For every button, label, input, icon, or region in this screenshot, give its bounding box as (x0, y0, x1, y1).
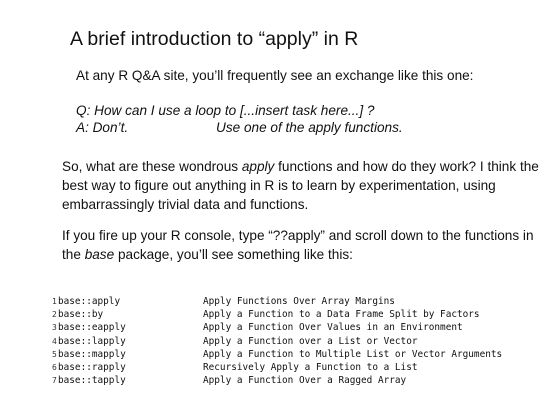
para1-emphasis: apply (241, 159, 275, 174)
para1-before: So, what are these wondrous (62, 159, 242, 174)
paragraph-apply-functions (62, 158, 552, 214)
function-name: base::by (58, 309, 104, 321)
row-index: 3 (52, 323, 57, 333)
intro-text: At any R Q&A site, you’ll frequently see an exchange like this one: (76, 68, 474, 83)
row-index: 4 (52, 336, 57, 346)
function-description: Apply a Function Over a Ragged Array (203, 375, 407, 387)
para1-after: functions and how do they work? I think the best way to figure out anything in R is to learn by experimentation, using embarrassingly trivial data and functions. (62, 159, 539, 212)
row-index: 5 (52, 349, 57, 359)
function-name: base::mapply (58, 348, 126, 360)
function-name: base::apply (58, 296, 121, 307)
function-description: Recursively Apply a Function to a List (203, 361, 418, 373)
row-index: 7 (52, 376, 57, 386)
paragraph-r-console (62, 227, 552, 265)
function-description: Apply a Function to Multiple List or Vector Arguments (203, 348, 503, 360)
function-description: Apply a Function over a List or Vector (203, 335, 418, 347)
function-name: base::tapply (58, 375, 126, 387)
answer-line (76, 120, 403, 135)
function-name: base::eapply (58, 322, 126, 334)
answer-head: A: Don’t. (76, 120, 129, 135)
row-index: 6 (52, 362, 57, 372)
row-index: 2 (52, 310, 57, 320)
function-description: Apply a Function to a Data Frame Split by Factors (203, 309, 480, 321)
function-name: base::lapply (58, 335, 126, 347)
answer-tail: Use one of the apply functions. (216, 120, 403, 135)
question-line: Q: How can I use a loop to [...insert task here...] ? (76, 103, 375, 118)
para2-emphasis: base (84, 246, 115, 262)
slide-title: A brief introduction to “apply” in R (70, 28, 359, 50)
para2-before: If you fire up your R console, type “??apply” and scroll down to the functions in the (62, 228, 534, 262)
row-index: 1 (52, 297, 57, 306)
para2-after: package, you’ll see something like this: (114, 246, 353, 262)
function-description: Apply Functions Over Array Margins (203, 296, 395, 307)
function-description: Apply a Function Over Values in an Environment (203, 322, 463, 334)
function-name: base::rapply (58, 361, 126, 373)
